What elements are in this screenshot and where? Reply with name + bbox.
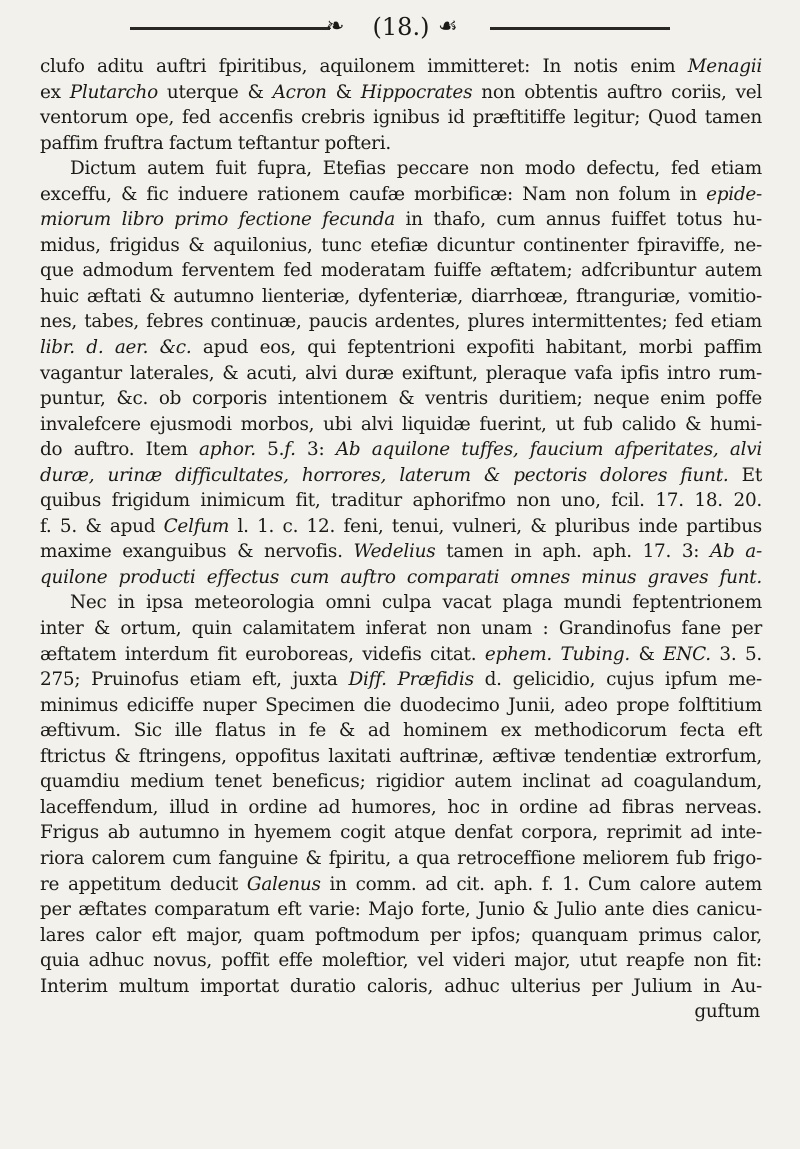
text-segment: exceffu, & fic induere rationem caufæ morbificæ: Nam non folum in <box>40 183 707 205</box>
text-segment: Interim multum importat duratio caloris, adhuc ulterius per Julium in Au- <box>40 975 762 997</box>
text-segment: quia adhuc novus, poffit effe moleftior, vel videri major, utut reapfe non fit: <box>40 950 762 972</box>
text-segment: uterque & <box>157 81 273 103</box>
text-line <box>40 667 762 693</box>
text-segment: inter & ortum, quin calamitatem inferat non unam : Grandinofus fane per <box>40 618 762 640</box>
text-segment: 275; Pruinofus etiam eft, juxta <box>40 669 349 691</box>
text-line <box>40 616 762 642</box>
text-segment: do auftro. Item <box>40 439 200 461</box>
text-line <box>40 693 762 719</box>
text-line <box>40 54 762 80</box>
italic-text: ENC. <box>663 643 711 665</box>
text-segment: midus, frigidus & aquilonius, tunc etefiæ dicuntur continenter fpiraviffe, ne- <box>40 234 762 256</box>
text-line <box>40 744 762 770</box>
text-segment: re appetitum deducit <box>40 873 247 895</box>
text-segment: 3. 5. <box>710 643 762 665</box>
text-segment: clufo aditu auftri fpiritibus, aquilonem immitteret: In notis enim <box>40 56 688 77</box>
italic-text: duræ, urinæ difficultates, horrores, laterum & pectoris dolores fiunt. <box>40 464 729 486</box>
text-segment: in thafo, cum annus fuiffet totus hu- <box>394 209 763 231</box>
italic-text: Acron <box>272 81 327 103</box>
text-line <box>40 872 762 898</box>
italic-text: f. <box>284 439 296 461</box>
italic-text: Galenus <box>246 873 321 895</box>
text-segment: minimus ediciffe nuper Specimen die duodecimo Junii, adeo prope folftitium <box>40 694 762 716</box>
text-segment: guftum <box>694 1001 760 1023</box>
italic-text: epide- <box>706 183 762 205</box>
text-line <box>40 488 762 514</box>
text-line <box>40 233 762 259</box>
fleuron-right-icon: ☙ <box>438 14 458 39</box>
text-line <box>40 948 762 974</box>
text-line <box>40 463 762 489</box>
text-line <box>40 386 762 412</box>
text-segment: Et <box>728 464 762 486</box>
text-segment: quamdiu medium tenet beneficus; rigidior autem inclinat ad coagulandum, <box>40 771 762 793</box>
italic-text: Plutarcho <box>69 81 158 103</box>
italic-text: miorum libro primo fectione fecunda <box>40 209 395 231</box>
text-segment: per æftates comparatum eft varie: Majo forte, Junio & Julio ante dies canicu- <box>40 899 762 921</box>
text-segment: ex <box>40 81 70 103</box>
italic-text: quilone producti effectus cum auftro comparati omnes minus graves funt. <box>40 566 762 588</box>
text-segment: puntur, &c. ob corporis intentionem & ventris duritiem; neque enim poffe <box>40 388 762 410</box>
text-segment: paffim fruftra factum teftantur pofteri. <box>40 132 391 154</box>
text-line <box>40 590 762 616</box>
text-segment: Frigus ab autumno in hyemem cogit atque denfat corpora, reprimit ad inte- <box>40 822 762 844</box>
text-line <box>40 974 762 1000</box>
text-line <box>40 795 762 821</box>
text-line <box>40 309 762 335</box>
text-line <box>40 769 762 795</box>
text-segment: & <box>629 643 664 665</box>
text-line <box>40 182 762 208</box>
text-segment: æftatem interdum fit euroboreas, videfis citat. <box>40 643 485 665</box>
text-segment: ftrictus & ftringens, oppofitus laxitati auftrinæ, æftivæ tendentiæ extrorfum, <box>40 745 762 767</box>
text-line <box>40 412 762 438</box>
text-line <box>40 258 762 284</box>
text-line <box>40 820 762 846</box>
text-line <box>40 999 762 1025</box>
text-segment: que admodum ferventem fed moderatam fuiffe æftatem; adfcribuntur autem <box>40 260 762 282</box>
text-line <box>40 437 762 463</box>
text-segment: 3: <box>295 439 336 461</box>
text-segment: nes, tabes, febres continuæ, paucis ardentes, plures intermittentes; fed etiam <box>40 311 762 333</box>
text-line <box>40 514 762 540</box>
italic-text: libr. d. aer. &c. <box>40 337 192 359</box>
header-rule-right <box>490 27 670 30</box>
text-line <box>40 207 762 233</box>
italic-text: Celfum <box>163 515 230 537</box>
text-segment: tamen in aph. aph. 17. 3: <box>435 541 710 563</box>
text-segment: huic æftati & autumno lienteriæ, dyfenteriæ, diarrhœæ, ftranguriæ, vomitio- <box>40 285 762 307</box>
page-header <box>0 6 800 46</box>
text-line <box>40 897 762 923</box>
header-rule-left <box>130 27 330 30</box>
text-line <box>40 156 762 182</box>
text-line <box>40 923 762 949</box>
italic-text: aphor. <box>199 439 256 461</box>
text-segment: quibus frigidum inimicum fit, traditur aphorifmo non uno, fcil. 17. 18. 20. <box>40 490 762 512</box>
italic-text: Ab aquilone tuffes, faucium afperitates, alvi <box>335 439 762 461</box>
text-segment: laceffendum, illud in ordine ad humores, hoc in ordine ad fibras nerveas. <box>40 796 762 818</box>
text-line <box>40 361 762 387</box>
text-segment: lares calor eft major, quam poftmodum per ipfos; quanquam primus calor, <box>40 924 762 946</box>
text-line <box>40 105 762 131</box>
text-segment: vagantur laterales, & acuti, alvi duræ exiftunt, pleraque vafa ipfis intro rum- <box>40 362 762 384</box>
italic-text: Wedelius <box>353 541 436 563</box>
text-segment: æftivum. Sic ille flatus in fe & ad hominem ex methodicorum fecta eft <box>40 720 762 742</box>
italic-text: ephem. Tubing. <box>484 643 630 665</box>
text-line <box>40 284 762 310</box>
text-segment: & <box>326 81 361 103</box>
italic-text: Diff. Præfidis <box>348 669 474 691</box>
text-segment: maxime exanguibus & nervofis. <box>40 541 354 563</box>
text-segment: in comm. ad cit. aph. f. 1. Cum calore autem <box>320 873 762 895</box>
text-line <box>40 539 762 565</box>
text-segment: riora calorem cum fanguine & fpiritu, a qua retroceffione meliorem fub frigo- <box>40 847 762 869</box>
page-number: (18.) <box>372 13 430 41</box>
italic-text: Hippocrates <box>360 81 473 103</box>
text-segment: f. 5. & apud <box>40 515 164 537</box>
text-line <box>40 718 762 744</box>
text-segment: l. 1. c. 12. feni, tenui, vulneri, & pluribus inde partibus <box>229 515 762 537</box>
text-line <box>40 642 762 668</box>
text-line <box>40 846 762 872</box>
body-text <box>40 54 762 1025</box>
text-segment: invalefcere ejusmodi morbos, ubi alvi liquidæ fuerint, ut fub calido & humi- <box>40 413 762 435</box>
text-line <box>40 565 762 591</box>
text-line <box>40 131 762 157</box>
text-segment: non obtentis auftro coriis, vel <box>472 81 762 103</box>
text-segment: 5. <box>255 439 285 461</box>
text-segment: d. gelicidio, cujus ipfum me- <box>473 669 762 691</box>
text-segment: Nec in ipsa meteorologia omni culpa vacat plaga mundi feptentrionem <box>70 592 762 614</box>
text-segment: ventorum ope, fed accenfis crebris ignibus id præftitiffe legitur; Quod tamen <box>40 107 762 129</box>
fleuron-left-icon: ❧ <box>326 14 345 39</box>
text-line <box>40 335 762 361</box>
text-line <box>40 80 762 106</box>
text-segment: Dictum autem fuit fupra, Etefias peccare non modo defectu, fed etiam <box>70 158 762 180</box>
italic-text: Menagii <box>687 56 762 77</box>
text-segment: apud eos, qui feptentrioni expofiti habitant, morbi paffim <box>191 337 762 359</box>
italic-text: Ab a- <box>710 541 762 563</box>
